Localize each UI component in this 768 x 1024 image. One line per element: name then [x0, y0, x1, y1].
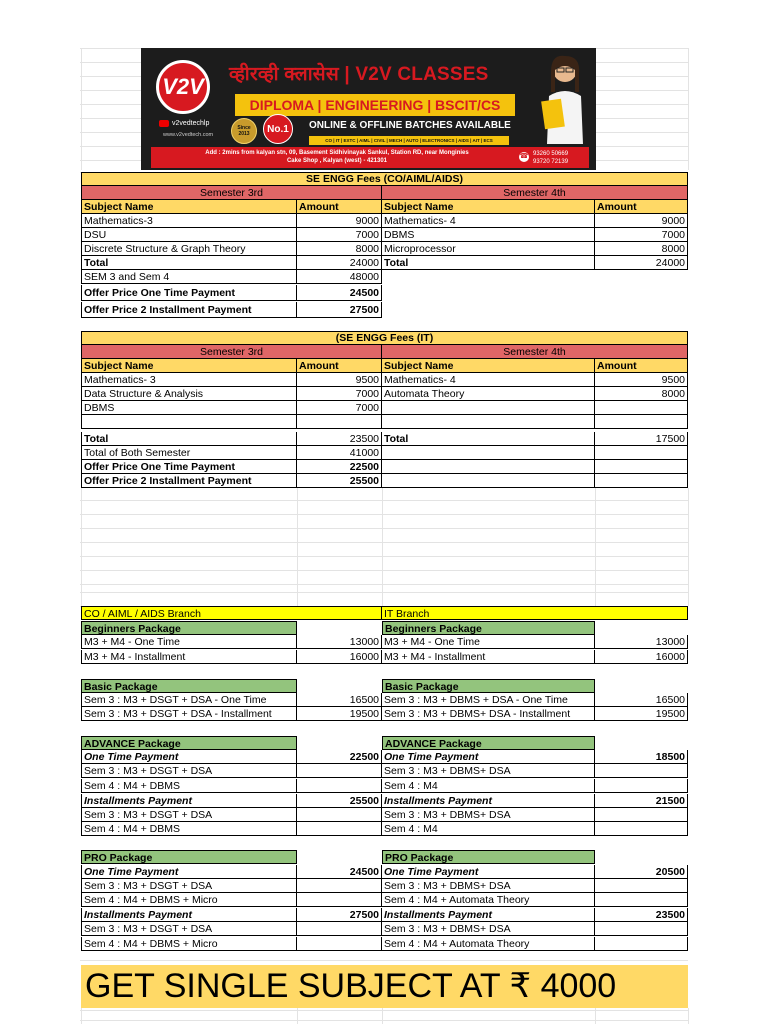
package-item: Sem 4 : M4 + DBMS: [81, 779, 297, 793]
table-row: [81, 214, 688, 228]
empty-cell: [297, 893, 382, 907]
package-price: 16500: [595, 693, 688, 707]
branches-strip: CO | IT | EXTC | AIML | CIVIL | MECH | AUTO | ELECTRONICS | AIDS | AIT | ECS: [309, 136, 509, 145]
phone-numbers: 93260 50669 93720 72139: [533, 151, 569, 165]
it-col-amount: Amount: [297, 359, 382, 373]
co-basic-title: Basic Package: [81, 679, 297, 693]
table-row: [81, 650, 688, 664]
subject-name: Mathematics- 3: [81, 373, 297, 387]
it-fees-title: (SE ENGG Fees (IT): [81, 331, 688, 345]
package-item: Sem 3 : M3 + DSGT + DSA - Installment: [81, 707, 297, 721]
empty-cell: [595, 879, 688, 893]
subject-name: [382, 401, 595, 415]
empty-cell: [297, 937, 382, 951]
package-price: 19500: [297, 707, 382, 721]
grid-line: [688, 488, 689, 606]
co-semester-row: [81, 186, 688, 200]
it-fees-title-row: [81, 331, 688, 345]
it-both-row: [81, 446, 688, 460]
grid-line: [80, 1010, 688, 1011]
it-col-amount-4: Amount: [595, 359, 688, 373]
table-row: [81, 808, 688, 822]
empty-cell: [595, 779, 688, 793]
package-price: 18500: [595, 750, 688, 764]
both-sem-label: Total of Both Semester: [81, 446, 297, 460]
total-label-4: Total: [382, 432, 595, 446]
address-text: Add : 2mins from kalyan stn, 09, Basement Sidhivinayak Sankul, Station RD, near Monginies Cake Shop , Kalyan (west) - 421301: [205, 150, 469, 164]
package-item: Sem 4 : M4 + DBMS + Micro: [81, 937, 297, 951]
total-sem3: 23500: [297, 432, 382, 446]
grid-line: [81, 1008, 82, 1024]
it-col-subject-4: Subject Name: [382, 359, 595, 373]
header-banner: [141, 48, 596, 170]
package-item: M3 + M4 - Installment: [382, 650, 595, 664]
co-col-amount-4: Amount: [595, 200, 688, 214]
empty-cell: [297, 415, 382, 429]
co-fees-title: SE ENGG Fees (CO/AIML/AIDS): [81, 172, 688, 186]
package-item: Sem 4 : M4: [382, 779, 595, 793]
empty-cell: [297, 779, 382, 793]
package-item: Sem 3 : M3 + DSGT + DSA - One Time: [81, 693, 297, 707]
package-item: Sem 3 : M3 + DBMS+ DSA: [382, 808, 595, 822]
empty-cell: [595, 764, 688, 778]
table-row: [81, 794, 688, 808]
it-sem3-label: Semester 3rd: [81, 345, 382, 359]
table-row: [81, 779, 688, 793]
amount: 8000: [595, 242, 688, 256]
package-item: Sem 3 : M3 + DSGT + DSA: [81, 764, 297, 778]
empty-cell: [382, 460, 595, 474]
one-time-label: One Time Payment: [382, 750, 595, 764]
co-total-row: [81, 256, 688, 270]
total-sem3: 24000: [297, 256, 382, 270]
subject-name: Mathematics- 4: [382, 214, 595, 228]
installment-value: 25500: [297, 474, 382, 488]
co-one-time-row: [81, 285, 688, 301]
co-installment-row: [81, 302, 688, 318]
amount: 7000: [595, 228, 688, 242]
subject-name: Mathematics- 4: [382, 373, 595, 387]
table-row: [81, 387, 688, 401]
total-label: Total: [81, 432, 297, 446]
it-pro-title: PRO Package: [382, 850, 595, 864]
it-beginners-title: Beginners Package: [382, 621, 595, 635]
amount: 9000: [297, 214, 382, 228]
package-item: M3 + M4 - One Time: [382, 635, 595, 649]
table-row: [81, 693, 688, 707]
table-row: [81, 865, 688, 879]
one-time-label: One Time Payment: [81, 750, 297, 764]
table-row: [81, 822, 688, 836]
package-price: 25500: [297, 794, 382, 808]
total-label-4: Total: [382, 256, 595, 270]
one-time-value: 24500: [297, 285, 382, 301]
it-total-row: [81, 432, 688, 446]
grid-line: [81, 48, 82, 170]
grid-line: [80, 500, 688, 501]
grid-line: [80, 556, 688, 557]
empty-cell: [595, 460, 688, 474]
package-item: Sem 3 : M3 + DSGT + DSA: [81, 922, 297, 936]
both-sem-label: SEM 3 and Sem 4: [81, 270, 297, 284]
amount: 7000: [297, 401, 382, 415]
installments-label: Installments Payment: [81, 794, 297, 808]
banner-subtitle: DIPLOMA | ENGINEERING | BSCIT/CS: [235, 94, 515, 116]
it-col-subject: Subject Name: [81, 359, 297, 373]
empty-cell: [81, 415, 297, 429]
installments-label: Installments Payment: [382, 908, 595, 922]
both-sem-value: 48000: [297, 270, 382, 284]
package-price: 22500: [297, 750, 382, 764]
empty-cell: [297, 808, 382, 822]
co-fees-title-row: [81, 172, 688, 186]
grid-line: [80, 1020, 688, 1021]
empty-cell: [595, 474, 688, 488]
table-row: [81, 707, 688, 721]
installment-label: Offer Price 2 Installment Payment: [81, 474, 297, 488]
grid-line: [80, 584, 688, 585]
amount: 9500: [595, 373, 688, 387]
basic-title-row: [81, 679, 688, 693]
grid-line: [688, 1008, 689, 1024]
empty-cell: [595, 415, 688, 429]
total-label: Total: [81, 256, 297, 270]
table-row: [81, 242, 688, 256]
single-subject-offer: GET SINGLE SUBJECT AT ₹ 4000: [81, 965, 688, 1008]
package-price: 20500: [595, 865, 688, 879]
co-col-subject: Subject Name: [81, 200, 297, 214]
it-branch-label: IT Branch: [382, 606, 688, 620]
co-col-subject-4: Subject Name: [382, 200, 595, 214]
installment-label: Offer Price 2 Installment Payment: [81, 302, 297, 318]
package-item: M3 + M4 - One Time: [81, 635, 297, 649]
co-advance-title: ADVANCE Package: [81, 736, 297, 750]
student-illustration: [535, 52, 591, 144]
v2v-logo: V2V: [156, 60, 210, 114]
co-both-row: [81, 270, 688, 284]
table-row: [81, 228, 688, 242]
package-item: Sem 4 : M4: [382, 822, 595, 836]
package-item: Sem 4 : M4 + Automata Theory: [382, 893, 595, 907]
grid-line: [688, 48, 689, 170]
package-item: M3 + M4 - Installment: [81, 650, 297, 664]
table-row: [81, 879, 688, 893]
co-col-amount: Amount: [297, 200, 382, 214]
subject-name: DSU: [81, 228, 297, 242]
empty-cell: [382, 415, 595, 429]
co-branch-label: CO / AIML / AIDS Branch: [81, 606, 382, 620]
package-item: Sem 4 : M4 + DBMS: [81, 822, 297, 836]
it-basic-title: Basic Package: [382, 679, 595, 693]
branch-header-row: [81, 606, 688, 620]
subject-name: Automata Theory: [382, 387, 595, 401]
empty-cell: [382, 474, 595, 488]
empty-cell: [595, 822, 688, 836]
it-semester-row: [81, 345, 688, 359]
since-badge: Since 2013: [231, 118, 257, 144]
table-row: [81, 937, 688, 951]
subject-name: Discrete Structure & Graph Theory: [81, 242, 297, 256]
grid-line: [297, 1008, 298, 1024]
package-price: 19500: [595, 707, 688, 721]
empty-cell: [297, 879, 382, 893]
phone-icon: ☎: [519, 153, 529, 160]
grid-line: [80, 514, 688, 515]
package-price: 21500: [595, 794, 688, 808]
package-price: 16000: [297, 650, 382, 664]
pro-title-row: [81, 850, 688, 864]
package-price: 13000: [595, 635, 688, 649]
one-time-label: One Time Payment: [382, 865, 595, 879]
address-bar: [151, 147, 589, 168]
empty-cell: [595, 446, 688, 460]
package-item: Sem 3 : M3 + DBMS+ DSA: [382, 922, 595, 936]
it-advance-title: ADVANCE Package: [382, 736, 595, 750]
table-row: [81, 750, 688, 764]
package-item: Sem 3 : M3 + DSGT + DSA: [81, 879, 297, 893]
installment-value: 27500: [297, 302, 382, 318]
package-item: Sem 3 : M3 + DBMS+ DSA - Installment: [382, 707, 595, 721]
grid-line: [81, 488, 82, 606]
youtube-icon: [159, 120, 169, 127]
it-one-time-row: [81, 460, 688, 474]
package-item: Sem 3 : M3 + DBMS+ DSA: [382, 764, 595, 778]
empty-cell: [595, 808, 688, 822]
subject-name: Microprocessor: [382, 242, 595, 256]
amount: 9000: [595, 214, 688, 228]
table-row: [81, 922, 688, 936]
youtube-handle: v2vedtechlp: [159, 120, 209, 127]
it-sem4-label: Semester 4th: [382, 345, 688, 359]
package-item: Sem 3 : M3 + DBMS+ DSA: [382, 879, 595, 893]
advance-title-row: [81, 736, 688, 750]
empty-cell: [595, 937, 688, 951]
table-row: [81, 401, 688, 415]
subject-name: Mathematics-3: [81, 214, 297, 228]
amount: 9500: [297, 373, 382, 387]
package-price: 27500: [297, 908, 382, 922]
one-time-label: Offer Price One Time Payment: [81, 285, 297, 301]
it-installment-row: [81, 474, 688, 488]
grid-line: [80, 542, 688, 543]
co-sem4-label: Semester 4th: [382, 186, 688, 200]
subject-name: DBMS: [382, 228, 595, 242]
both-sem-value: 41000: [297, 446, 382, 460]
grid-line: [595, 1008, 596, 1024]
package-price: 16500: [297, 693, 382, 707]
amount: [595, 401, 688, 415]
total-sem4: 24000: [595, 256, 688, 270]
package-price: 13000: [297, 635, 382, 649]
table-row-empty: [81, 415, 688, 429]
package-price: 24500: [297, 865, 382, 879]
grid-line: [382, 488, 383, 606]
empty-cell: [297, 764, 382, 778]
package-item: Sem 3 : M3 + DSGT + DSA: [81, 808, 297, 822]
it-header-row: [81, 359, 688, 373]
empty-cell: [297, 922, 382, 936]
one-time-value: 22500: [297, 460, 382, 474]
banner-title: व्हीरव्ही क्लासेस | V2V CLASSES: [229, 64, 489, 85]
package-item: Sem 4 : M4 + Automata Theory: [382, 937, 595, 951]
table-row: [81, 893, 688, 907]
amount: 7000: [297, 387, 382, 401]
empty-cell: [297, 822, 382, 836]
table-row: [81, 373, 688, 387]
subject-name: DBMS: [81, 401, 297, 415]
grid-line: [297, 488, 298, 606]
grid-line: [595, 488, 596, 606]
website-text: www.v2vedtech.com: [163, 132, 214, 138]
package-price: 16000: [595, 650, 688, 664]
grid-line: [80, 592, 688, 593]
number-one-badge: No.1: [263, 114, 293, 144]
amount: 7000: [297, 228, 382, 242]
amount: 8000: [297, 242, 382, 256]
installments-label: Installments Payment: [382, 794, 595, 808]
subject-name: Data Structure & Analysis: [81, 387, 297, 401]
empty-cell: [595, 922, 688, 936]
grid-line: [80, 528, 688, 529]
package-item: Sem 4 : M4 + DBMS + Micro: [81, 893, 297, 907]
grid-line: [80, 570, 688, 571]
beginners-title-row: [81, 621, 688, 635]
one-time-label: Offer Price One Time Payment: [81, 460, 297, 474]
table-row: [81, 635, 688, 649]
grid-line: [80, 960, 688, 961]
installments-label: Installments Payment: [81, 908, 297, 922]
package-item: Sem 3 : M3 + DBMS + DSA - One Time: [382, 693, 595, 707]
co-sem3-label: Semester 3rd: [81, 186, 382, 200]
amount: 8000: [595, 387, 688, 401]
table-row: [81, 908, 688, 922]
co-header-row: [81, 200, 688, 214]
empty-cell: [595, 893, 688, 907]
batches-text: ONLINE & OFFLINE BATCHES AVAILABLE: [309, 120, 511, 131]
total-sem4: 17500: [595, 432, 688, 446]
empty-cell: [382, 446, 595, 460]
co-beginners-title: Beginners Package: [81, 621, 297, 635]
grid-line: [382, 1008, 383, 1024]
table-row: [81, 764, 688, 778]
package-price: 23500: [595, 908, 688, 922]
one-time-label: One Time Payment: [81, 865, 297, 879]
co-pro-title: PRO Package: [81, 850, 297, 864]
